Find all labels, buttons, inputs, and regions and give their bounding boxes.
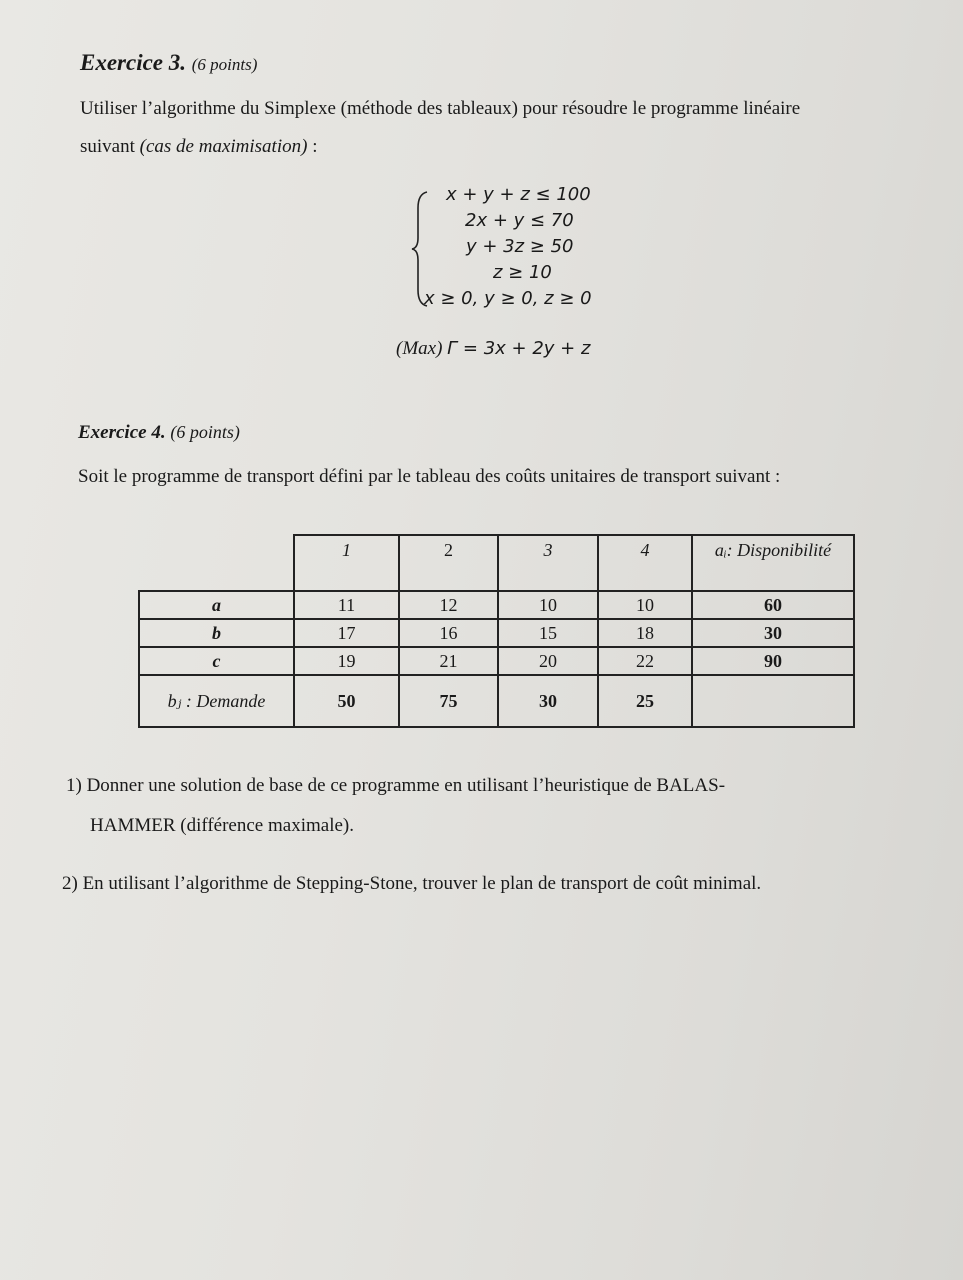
demand-cell: 75 <box>399 675 498 727</box>
exercise3-line1: Utiliser l’algorithme du Simplexe (méthode des tableaux) pour résoudre le programme linéaire <box>80 98 801 119</box>
constraint-4: z ≥ 10 <box>493 262 552 283</box>
question-1-line2: HAMMER (différence maximale). <box>90 815 354 836</box>
supply-cell: 30 <box>692 619 854 647</box>
cost-cell: 10 <box>598 591 692 619</box>
cost-cell: 12 <box>399 591 498 619</box>
cost-cell: 21 <box>399 647 498 675</box>
column-header: 4 <box>598 535 692 591</box>
cost-cell: 11 <box>294 591 399 619</box>
transport-cost-table <box>138 534 855 728</box>
constraint-2: 2x + y ≤ 70 <box>465 210 574 231</box>
column-header: 3 <box>498 535 598 591</box>
constraint-5: x ≥ 0, y ≥ 0, z ≥ 0 <box>424 288 592 309</box>
exercise4-intro: Soit le programme de transport défini par le tableau des coûts unitaires de transport suivant : <box>78 466 781 487</box>
demand-label: bⱼ : Demande <box>139 675 294 727</box>
constraint-3: y + 3z ≥ 50 <box>466 236 574 257</box>
constraint-1: x + y + z ≤ 100 <box>446 184 591 205</box>
column-header: 2 <box>399 535 498 591</box>
exercise3-line2-prefix: suivant <box>80 136 140 157</box>
supply-header: aᵢ: Disponibilité <box>692 535 854 591</box>
table-corner <box>139 535 294 591</box>
question-1-line1: 1) Donner une solution de base de ce programme en utilisant l’heuristique de BALAS- <box>66 775 726 796</box>
row-label: b <box>139 619 294 647</box>
supply-cell: 60 <box>692 591 854 619</box>
row-label: a <box>139 591 294 619</box>
exercise4-title: Exercice 4. <box>78 422 166 443</box>
objective-function <box>396 338 590 360</box>
exercise3-points: (6 points) <box>191 55 258 74</box>
objective-expression: Γ = 3x + 2y + z <box>447 338 591 359</box>
cost-cell: 10 <box>498 591 598 619</box>
cost-cell: 16 <box>399 619 498 647</box>
row-label: c <box>139 647 294 675</box>
table-row <box>139 591 854 619</box>
exercise3-line2-suffix: : <box>307 136 318 157</box>
exercise3-title: Exercice 3. <box>80 50 187 75</box>
column-header: 1 <box>294 535 399 591</box>
demand-cell: 30 <box>498 675 598 727</box>
table-header-row <box>139 535 854 591</box>
cost-cell: 22 <box>598 647 692 675</box>
demand-row <box>139 675 854 727</box>
exercise3-heading <box>80 50 257 76</box>
exercise3-line2-italic: (cas de maximisation) <box>139 136 308 157</box>
cost-cell: 19 <box>294 647 399 675</box>
cost-cell: 15 <box>498 619 598 647</box>
exercise4-points: (6 points) <box>170 422 240 442</box>
cost-cell: 18 <box>598 619 692 647</box>
demand-cell: 25 <box>598 675 692 727</box>
table-row <box>139 619 854 647</box>
question-2: 2) En utilisant l’algorithme de Stepping-Stone, trouver le plan de transport de coût minimal. <box>62 873 762 894</box>
exercise4-heading <box>78 422 240 444</box>
exercise3-line2 <box>80 136 317 158</box>
table-row <box>139 647 854 675</box>
cost-cell: 17 <box>294 619 399 647</box>
supply-cell: 90 <box>692 647 854 675</box>
demand-empty-cell <box>692 675 854 727</box>
objective-label: (Max) <box>396 338 443 359</box>
demand-cell: 50 <box>294 675 399 727</box>
cost-cell: 20 <box>498 647 598 675</box>
